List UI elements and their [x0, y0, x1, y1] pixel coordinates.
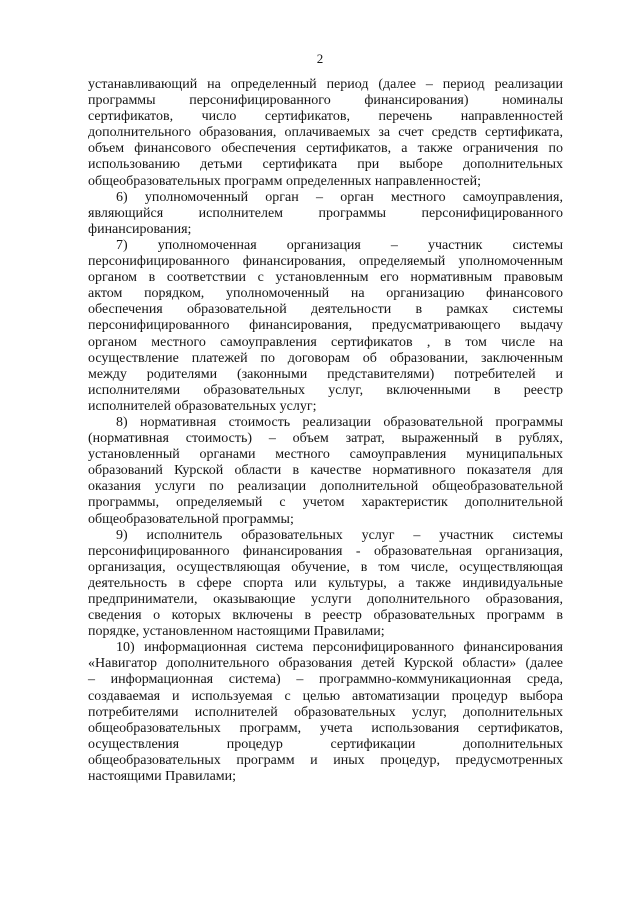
text-line: персонифицированного финансирования, предусматривающего выдачу — [88, 318, 563, 334]
text-line: финансирования; — [88, 221, 192, 237]
text-line: объем финансового обеспечения сертификатов, а также ограничения по — [88, 141, 563, 157]
text-line: актом порядком, уполномоченный на организацию финансового — [88, 286, 563, 302]
text-line: органом в соответствии с установленным его нормативным правовым — [88, 270, 563, 286]
text-line: создаваемая и используемая с целью автоматизации процедур выбора — [88, 688, 563, 704]
document-body — [88, 77, 563, 785]
text-line: общеобразовательных программ и иных процедур, предусмотренных — [88, 752, 563, 768]
text-line: 9) исполнитель образовательных услуг – участник системы — [116, 527, 563, 543]
paragraph-item-9 — [88, 528, 563, 641]
text-line: 10) информационная система персонифицированного финансирования — [116, 640, 563, 656]
text-line: осуществления процедур сертификации дополнительных — [88, 736, 563, 752]
text-line: общеобразовательных программ определенных направленностей; — [88, 173, 482, 189]
text-line: персонифицированного финансирования, определяемый уполномоченным — [88, 254, 563, 270]
text-line: настоящими Правилами; — [88, 769, 237, 785]
text-line: осуществление платежей по договорам об образовании, заключенным — [88, 350, 563, 366]
text-line: 8) нормативная стоимость реализации образовательной программы — [116, 414, 563, 430]
text-line: исполнителями образовательных услуг, включенными в реестр — [88, 382, 563, 398]
text-line: устанавливающий на определенный период (далее – период реализации — [88, 77, 563, 92]
paragraph-item-8 — [88, 415, 563, 528]
paragraph-item-6 — [88, 190, 563, 238]
text-line: предприниматели, оказывающие услуги дополнительного образования, — [88, 592, 563, 607]
text-line: между родителями (законными представителями) потребителей и — [88, 366, 563, 382]
text-line: 7) уполномоченная организация – участник системы — [116, 237, 563, 253]
text-line: программы, определяемый с учетом характеристик дополнительной — [88, 495, 563, 511]
text-line: исполнителей образовательных услуг; — [88, 398, 317, 414]
text-line: – информационная система) – программно-коммуникационная среда, — [88, 672, 563, 688]
text-line: сведения о которых включены в реестр образовательных программ в — [88, 608, 563, 624]
text-line: программы персонифицированного финансирования) номиналы — [88, 93, 563, 109]
paragraph-item-10 — [88, 640, 563, 785]
text-line: порядке, установленном настоящими Правилами; — [88, 624, 385, 640]
text-line: использованию детьми сертификата при выборе дополнительных — [88, 157, 563, 173]
text-line: являющийся исполнителем программы персонифицированного — [88, 205, 563, 221]
text-line: органом местного самоуправления сертификатов , в том числе на — [88, 334, 563, 350]
text-line: установленный органами местного самоуправления муниципальных — [88, 447, 563, 463]
text-line: обеспечения образовательной деятельности в рамках системы — [88, 302, 563, 318]
text-line: «Навигатор дополнительного образования детей Курской области» (далее — [88, 656, 563, 672]
text-line: сертификатов, число сертификатов, перечень направленностей — [88, 109, 563, 125]
text-line: общеобразовательной программы; — [88, 511, 294, 527]
text-line: 6) уполномоченный орган – орган местного самоуправления, — [116, 189, 563, 205]
text-line: потребителями исполнителей образовательных услуг, дополнительных — [88, 704, 563, 720]
text-line: (нормативная стоимость) – объем затрат, выраженный в рублях, — [88, 431, 563, 447]
text-line: общеобразовательных программ, учета использования сертификатов, — [88, 720, 563, 736]
text-line: образований Курской области в качестве нормативного показателя для — [88, 463, 563, 479]
text-line: дополнительного образования, оплачиваемых за счет средств сертификата, — [88, 125, 563, 141]
paragraph-continuation — [88, 77, 563, 190]
text-line: организация, осуществляющая обучение, в том числе, осуществляющая — [88, 559, 563, 575]
text-line: деятельность в сфере спорта или культуры, а также индивидуальные — [88, 575, 563, 591]
text-line: оказания услуги по реализации дополнительной общеобразовательной — [88, 479, 563, 495]
paragraph-item-7 — [88, 238, 563, 415]
page-number: 2 — [316, 51, 324, 66]
text-line: персонифицированного финансирования - образовательная организация, — [88, 543, 563, 559]
